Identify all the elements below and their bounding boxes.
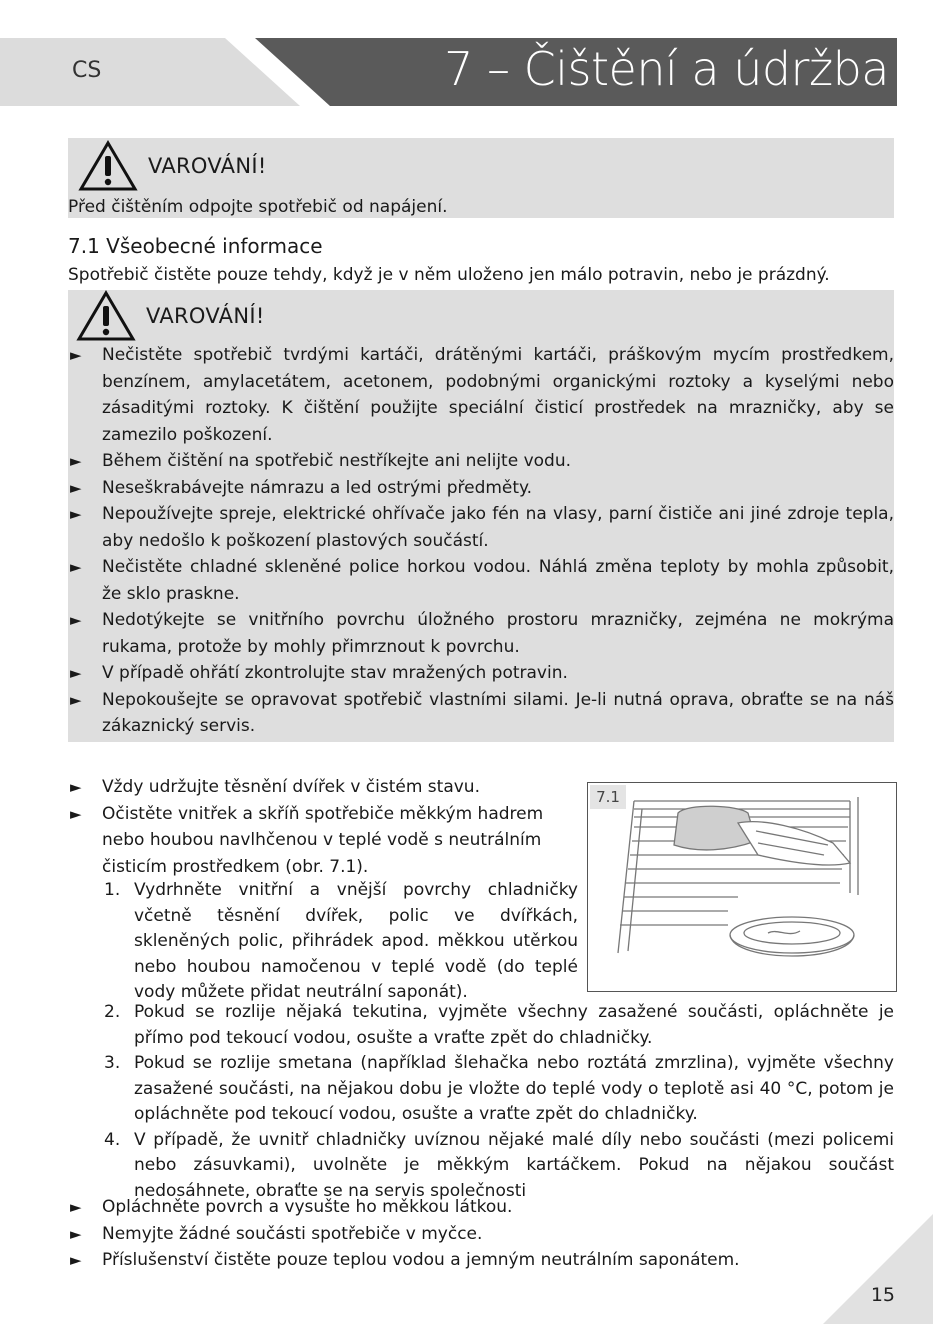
list-item: ► Příslušenství čistěte pouze teplou vodou a jemným neutrálním saponátem. [70,1247,894,1274]
section-heading: 7.1 Všeobecné informace [68,234,323,258]
list-item: 1. Vydrhněte vnitřní a vnější povrchy chladničky včetně těsnění dvířek, polic ve dvířkách, skleněných polic, přihrádek apod. měkkou utěrkou nebo houbou namočenou v teplé vodě (do teplé vody můžete přidat neutrální saponát). [104,880,578,1002]
list-item: ► Neseškrabávejte námrazu a led ostrými předměty. [70,475,894,502]
figure-cleaning-illustration [587,782,897,992]
bullet-arrow-icon: ► [70,558,82,576]
cleaning-illustration-icon [588,783,896,991]
section-intro: Spotřebič čistěte pouze tehdy, když je v něm uloženo jen málo potravin, nebo je prázdný. [68,265,830,285]
warning-label: VAROVÁNÍ! [146,304,265,328]
language-code: CS [72,58,102,83]
list-item: 4. V případě, že uvnitř chladničky uvíznou nějaké malé díly nebo součásti (mezi policemi nebo zásuvkami), uvolněte je měkkým kartáčkem. Pokud na nějakou součást nedosáhnete, obraťte se na servis společnosti [104,1129,894,1201]
warning-triangle-icon [76,290,136,342]
list-item: ► Nepoužívejte spreje, elektrické ohřívače jako fén na vlasy, parní čističe ani jiné zdroje tepla, aby nedošlo k poškození plastových součástí. [70,501,894,554]
bullet-arrow-icon: ► [70,452,82,470]
list-item: 2. Pokud se rozlije nějaká tekutina, vyjměte všechny zasažené součásti, opláchněte je přímo pod tekoucí vodou, osušte a vraťte zpět do chladničky. [104,1002,894,1048]
bullet-arrow-icon: ► [70,505,82,523]
warning-triangle-icon [78,140,138,192]
language-tab [0,38,300,106]
steps-block-wide [70,1000,894,1204]
bullet-arrow-icon: ► [70,1251,82,1269]
bullet-arrow-icon: ► [70,778,82,796]
warning-heading [78,140,267,192]
list-item: ► Očistěte vnitřek a skříň spotřebiče měkkým hadrem nebo houbou navlhčenou v teplé vodě s neutrálním čisticím prostředkem (obr. 7.1). [70,801,578,881]
bullet-arrow-icon: ► [70,664,82,682]
care-list-bottom [70,1194,894,1274]
list-item: ► Nečistěte spotřebič tvrdými kartáči, drátěnými kartáči, práškovým mycím prostředkem, benzínem, amylacetátem, acetonem, podobnými organickými roztoky a kyselými nebo zásaditými roztoky. K čištění použijte speciální čisticí prostředek na mrazničky, aby se zamezilo poškození. [70,342,894,448]
list-item: ► Opláchněte povrch a vysušte ho měkkou látkou. [70,1194,894,1221]
steps-list [70,1000,894,1204]
list-item: ► V případě ohřátí zkontrolujte stav mražených potravin. [70,660,894,687]
warning-label: VAROVÁNÍ! [148,154,267,178]
warning-heading [76,290,265,342]
bullet-arrow-icon: ► [70,1198,82,1216]
bullet-arrow-icon: ► [70,478,82,497]
steps-block-narrow [70,878,578,1006]
list-item: ► Nemyjte žádné součásti spotřebiče v myčce. [70,1221,894,1248]
figure-label: 7.1 [590,785,626,809]
list-item: ► Nedotýkejte se vnitřního povrchu úložného prostoru mrazničky, zejména ne mokrýma rukama, protože by mohly přimrznout k povrchu. [70,607,894,660]
care-list-top [70,774,578,880]
bullet-arrow-icon: ► [70,804,82,823]
bullet-arrow-icon: ► [70,690,82,709]
bullet-arrow-icon: ► [70,611,82,629]
bullet-arrow-icon: ► [70,346,82,364]
steps-list [70,878,578,1006]
chapter-title: 7 – Čištění a údržba [444,42,889,96]
list-item: 3. Pokud se rozlije smetana (například šlehačka nebo roztátá zmrzlina), vyjměte všechny zasažené součásti, na nějakou dobu je vložte do teplé vody o teplotě asi 40 °C, potom je opláchněte pod tekoucí vodou, osušte a vraťte zpět do chladničky. [104,1053,894,1124]
list-item: ► Vždy udržujte těsnění dvířek v čistém stavu. [70,774,578,801]
list-item: ► Nečistěte chladné skleněné police horkou vodou. Náhlá změna teploty by mohla způsobit, že sklo praskne. [70,554,894,607]
bullet-arrow-icon: ► [70,1224,82,1243]
warning-list [70,342,894,740]
page-number: 15 [870,1284,895,1306]
warning-text: Před čištěním odpojte spotřebič od napájení. [68,197,448,217]
list-item: ► Nepokoušejte se opravovat spotřebič vlastními silami. Je-li nutná oprava, obraťte se na náš zákaznický servis. [70,687,894,740]
list-item: ► Během čištění na spotřebič nestříkejte ani nelijte vodu. [70,448,894,475]
